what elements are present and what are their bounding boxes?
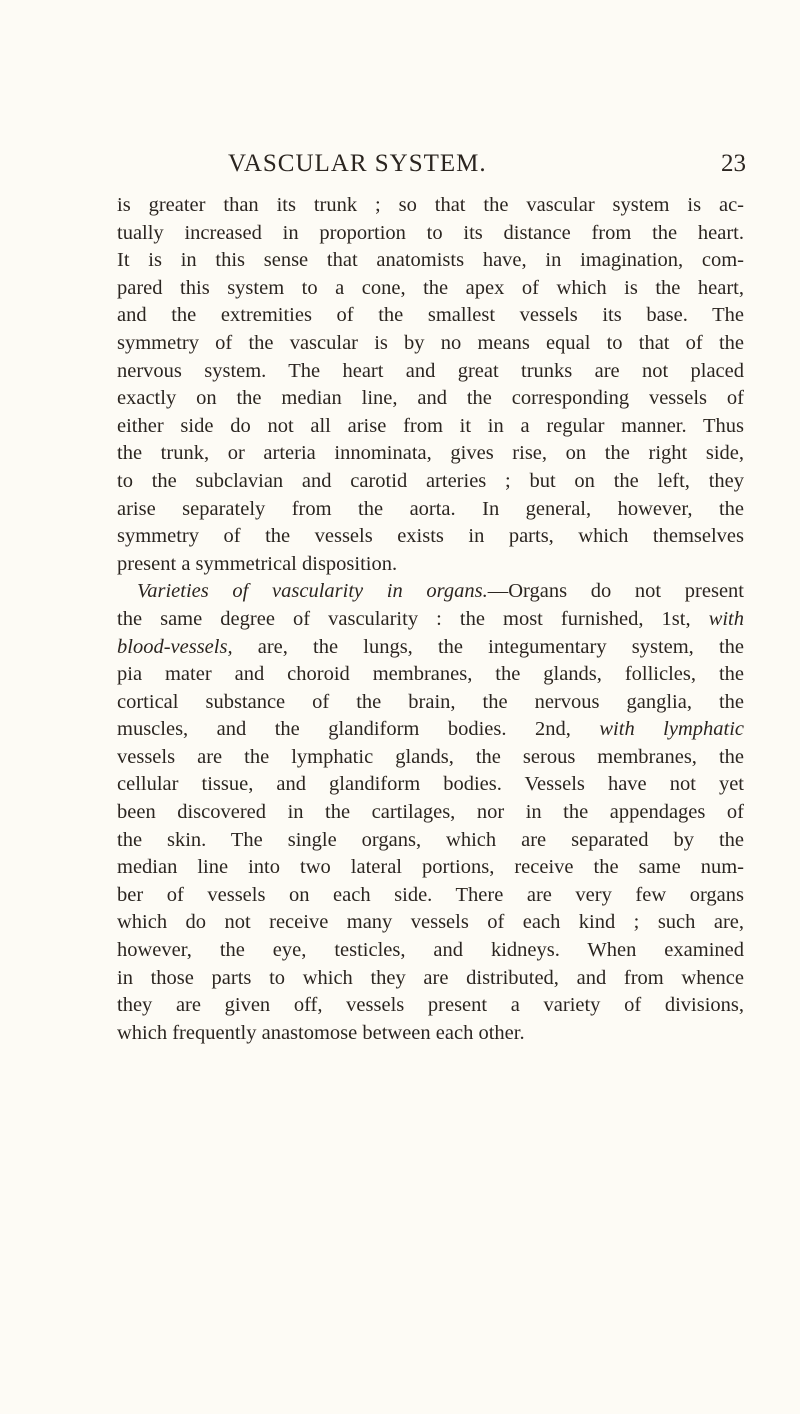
text-line (117, 606, 744, 634)
text-line: the skin. The single organs, which are separated by the (117, 828, 744, 851)
page-header (228, 150, 746, 182)
text-run: —Organs do not present (487, 580, 745, 603)
paragraph-2 (117, 578, 744, 1047)
text-line: which frequently anastomose between each other. (117, 1021, 525, 1044)
text-line: It is in this sense that anatomists have, in imagination, com- (117, 249, 744, 272)
italic-run: with (708, 607, 745, 630)
text-line: however, the eye, testicles, and kidneys. When examined (117, 939, 744, 962)
text-line (117, 578, 744, 606)
text-run: are, the lungs, the integumentary system, the (257, 635, 745, 658)
text-line: median line into two lateral portions, receive the same num- (117, 856, 744, 879)
section-heading: Varieties of vascularity in organs. (137, 580, 488, 603)
text-line: cortical substance of the brain, the nervous ganglia, the (117, 690, 744, 713)
text-line: been discovered in the cartilages, nor in the appendages of (117, 801, 744, 824)
text-line: cellular tissue, and glandiform bodies. Vessels have not yet (117, 773, 744, 796)
text-line: present a symmetrical disposition. (117, 552, 398, 575)
text-line: either side do not all arise from it in a regular manner. Thus (117, 414, 744, 437)
text-run: muscles, and the glandiform bodies. (117, 718, 507, 741)
body-text (117, 192, 744, 1047)
text-line: ber of vessels on each side. There are very few organs (117, 883, 744, 906)
text-line: to the subclavian and carotid arteries ; but on the left, they (117, 469, 744, 492)
text-line: nervous system. The heart and great trunks are not placed (117, 359, 744, 382)
text-line: pared this system to a cone, the apex of which is the heart, (117, 276, 744, 299)
text-line: tually increased in proportion to its distance from the heart. (117, 221, 744, 244)
text-line (117, 634, 744, 662)
text-line: vessels are the lymphatic glands, the serous membranes, the (117, 745, 744, 768)
text-line: in those parts to which they are distributed, and from whence (117, 966, 744, 989)
text-run: 2nd, (535, 718, 571, 741)
text-line: symmetry of the vascular is by no means equal to that of the (117, 331, 744, 354)
text-line: and the extremities of the smallest vessels its base. The (117, 304, 744, 327)
running-head: VASCULAR SYSTEM. (228, 150, 487, 177)
text-line: the trunk, or arteria innominata, gives rise, on the right side, (117, 442, 744, 465)
text-line: which do not receive many vessels of each kind ; such are, (117, 911, 744, 934)
text-line: is greater than its trunk ; so that the vascular system is ac- (117, 194, 744, 216)
text-line: they are given off, vessels present a variety of divisions, (117, 994, 744, 1017)
text-line: arise separately from the aorta. In general, however, the (117, 497, 744, 520)
page-number: 23 (721, 150, 746, 177)
text-line: pia mater and choroid membranes, the glands, follicles, the (117, 663, 744, 686)
text-run: the same degree of vascularity : the most furnished, 1st, (117, 607, 691, 630)
text-line: symmetry of the vessels exists in parts, which themselves (117, 525, 744, 548)
italic-run: blood-vessels, (117, 635, 233, 658)
italic-run: with lymphatic (599, 718, 745, 741)
text-line: exactly on the median line, and the corresponding vessels of (117, 387, 744, 410)
paragraph-1 (117, 192, 744, 578)
text-line (117, 716, 744, 744)
